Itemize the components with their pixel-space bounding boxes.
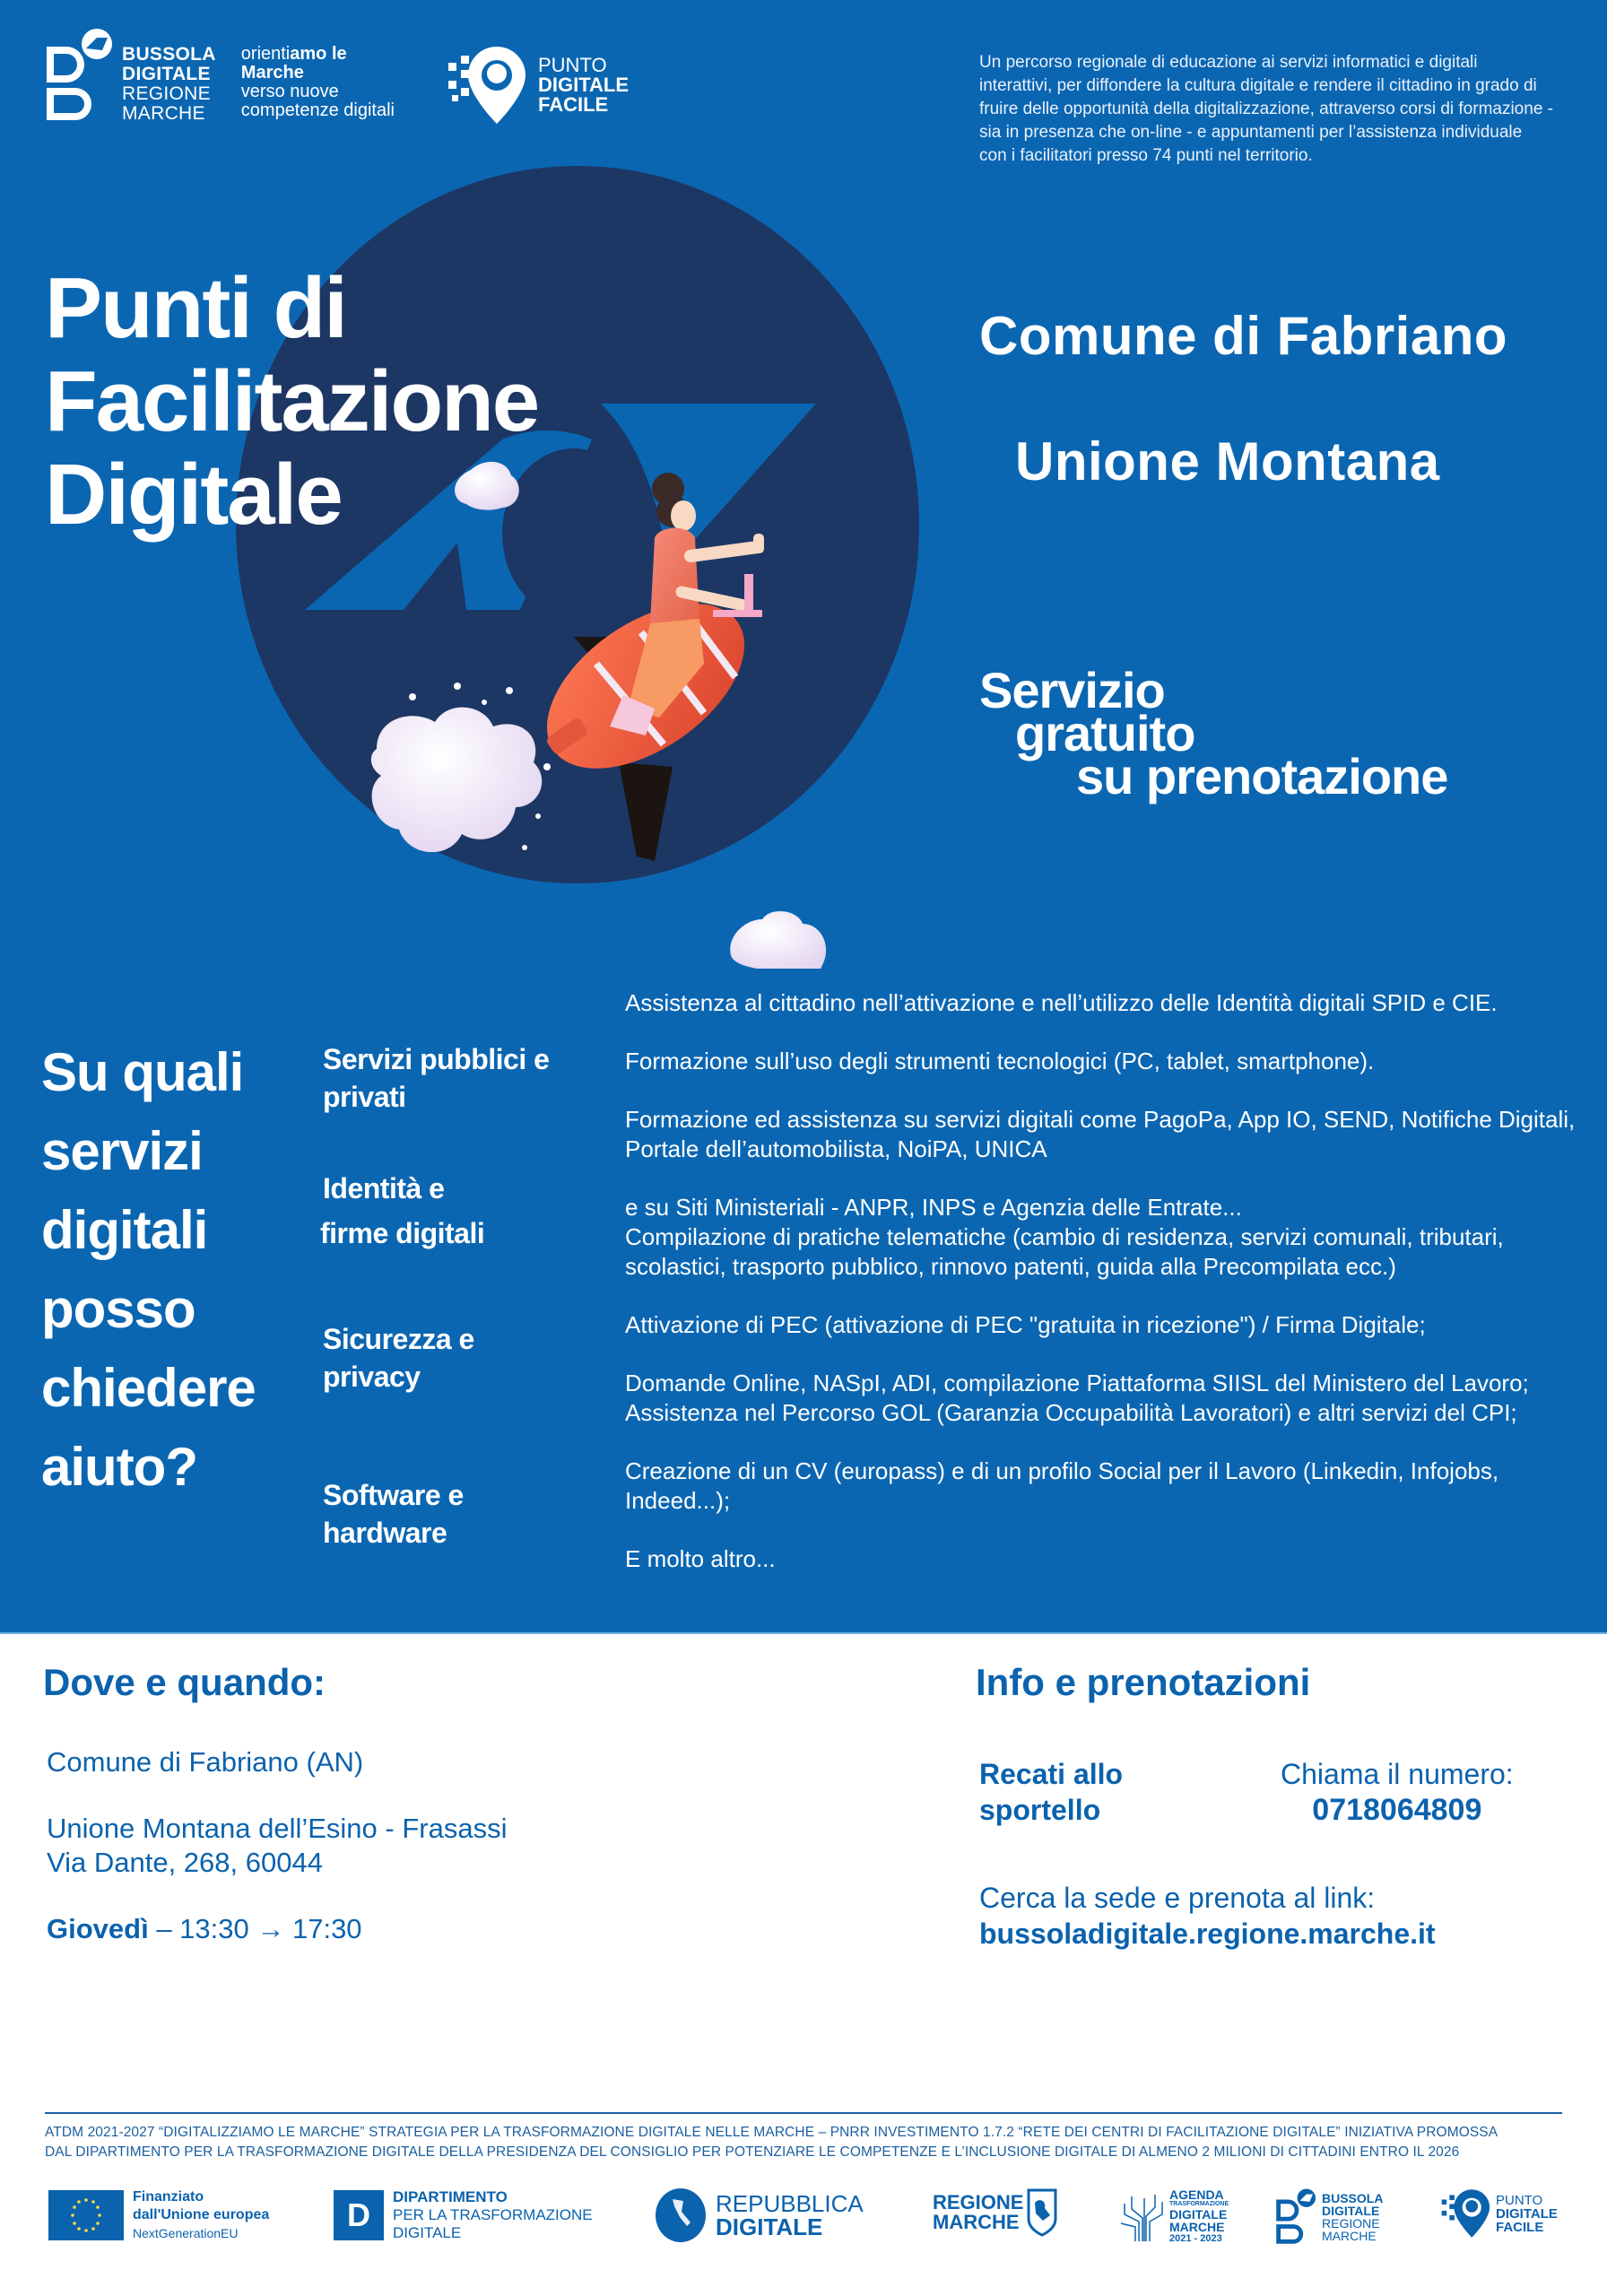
- title-line: Punti di: [45, 260, 346, 356]
- service-item: Domande Online, NASpI, ADI, compilazione Piattaforma SIISL del Ministero del Lavoro;: [625, 1370, 1529, 1396]
- punto-logo-line3: FACILE: [538, 93, 609, 116]
- where-when-details: [47, 1745, 507, 1946]
- dip-line: DIGITALE: [393, 2224, 462, 2241]
- question-line: chiedere: [41, 1358, 256, 1418]
- service-item: Compilazione di pratiche telematiche (cambio di residenza, servizi comunali, tributari, scolastici, trasporto pubblico, rinnovo patenti, guida alla Precompilata ecc.): [625, 1223, 1504, 1280]
- partner-logos: [45, 2188, 1569, 2251]
- tagline-line4: competenze digitali: [240, 100, 395, 120]
- booking-block: [979, 1880, 1436, 1952]
- category-software-hardware: [323, 1476, 464, 1552]
- agenda-line: TRASFORMAZIONE: [1169, 2201, 1229, 2207]
- category-line: privacy: [323, 1361, 421, 1393]
- service-item: Assistenza nel Percorso GOL (Garanzia Occupabilità Lavoratori) e altri servizi del CPI;: [625, 1399, 1517, 1426]
- service-item: Assistenza al cittadino nell’attivazione e nell’utilizzo delle Identità digitali SPID e CIE.: [625, 989, 1498, 1016]
- bussola-digitale-logo: [45, 29, 395, 124]
- agenda-line: DIGITALE: [1169, 2207, 1228, 2222]
- dipartimento-logo: [334, 2188, 593, 2242]
- service-item: Attivazione di PEC (attivazione di PEC "gratuita in ricezione") / Firma Digitale;: [625, 1311, 1426, 1338]
- category-line: Sicurezza e: [323, 1323, 474, 1355]
- servizio-line: Servizio: [979, 662, 1165, 718]
- category-line: privati: [323, 1081, 406, 1113]
- service-item: Creazione di un CV (europass) e di un profilo Social per il Lavoro (Linkedin, Infojobs, Indeed...);: [625, 1457, 1499, 1514]
- category-line: firme digitali: [320, 1217, 485, 1249]
- recati-line: Recati allo: [979, 1758, 1124, 1790]
- eu-line: dall'Unione europea: [133, 2207, 270, 2222]
- punto-logo-line1: PUNTO: [538, 54, 607, 76]
- call-block: [1281, 1756, 1514, 1828]
- eu-line: NextGenerationEU: [133, 2226, 239, 2240]
- tagline: [241, 45, 395, 120]
- eu-flag-icon: [48, 2190, 124, 2240]
- unione-heading: Unione Montana: [1015, 431, 1440, 491]
- bussola-digitale-small-logo: [1275, 2188, 1383, 2246]
- bussola-small-line: DIGITALE: [1322, 2204, 1380, 2218]
- dipartimento-d-icon: D: [334, 2190, 384, 2240]
- footer-note-line: ATDM 2021-2027 “DIGITALIZZIAMO LE MARCHE” STRATEGIA PER LA TRASFORMAZIONE DIGITALE NELLE MARCHE – PNRR INVESTIMENTO 1.7.2 “RETE DEI CENTRI DI FACILITAZIONE DIGITALE” INIZIATIVA PROMOSSA: [45, 2125, 1498, 2140]
- bussola-small-line: REGIONE: [1322, 2216, 1380, 2231]
- service-item: Formazione ed assistenza su servizi digitali come PagoPa, App IO, SEND, Notifiche Digitali, Portale dell’automobilista, NoiPA, UNICA: [625, 1106, 1576, 1162]
- punto-digitale-facile-small-logo: [1440, 2188, 1558, 2239]
- map-pin-icon: [447, 45, 529, 126]
- category-security-privacy: [323, 1320, 474, 1396]
- services-question-heading: [41, 1033, 256, 1507]
- eu-funding-logo: [48, 2188, 269, 2242]
- bussola-logo-line4: MARCHE: [122, 103, 205, 124]
- location-comune: Comune di Fabriano (AN): [47, 1746, 364, 1778]
- category-public-private-services: [323, 1040, 549, 1116]
- title-line: Facilitazione: [45, 353, 539, 449]
- footer-note: [45, 2123, 1569, 2162]
- footer-divider: [45, 2112, 1562, 2114]
- dip-line: PER LA TRASFORMAZIONE: [393, 2206, 593, 2223]
- punto-digitale-facile-logo: [447, 45, 629, 126]
- services-list: [625, 988, 1603, 1603]
- bd-logo-icon: [45, 29, 117, 123]
- agenda-line: MARCHE: [1169, 2220, 1225, 2234]
- circuit-tree-icon: [1119, 2191, 1166, 2241]
- tagline-line3: verso nuove: [240, 82, 339, 101]
- italy-map-icon: [655, 2188, 707, 2242]
- recati-line: sportello: [979, 1794, 1101, 1826]
- tagline-line2: Marche: [240, 63, 304, 83]
- regione-marche-logo: [933, 2188, 1057, 2237]
- punto-small-line: PUNTO: [1496, 2192, 1543, 2208]
- regione-line: MARCHE: [933, 2211, 1020, 2233]
- comune-heading: Comune di Fabriano: [979, 306, 1508, 366]
- location-unione: Unione Montana dell’Esino - Frasassi: [47, 1813, 508, 1844]
- service-item: Formazione sull’uso degli strumenti tecnologici (PC, tablet, smartphone).: [625, 1048, 1375, 1074]
- agenda-digitale-marche-logo: [1119, 2188, 1229, 2244]
- category-line: hardware: [323, 1517, 447, 1549]
- punto-small-line: DIGITALE: [1496, 2205, 1558, 2222]
- tagline-bold: amo le: [290, 44, 347, 64]
- call-label: Chiama il numero:: [1281, 1758, 1514, 1790]
- question-line: servizi: [41, 1121, 203, 1181]
- rocket-illustration-icon: [350, 448, 852, 969]
- bussola-logo-line3: REGIONE: [122, 83, 211, 104]
- category-line: Software e: [323, 1479, 464, 1511]
- repubblica-digitale-logo: [655, 2188, 864, 2242]
- schedule-time: – 13:30 → 17:30: [148, 1913, 362, 1944]
- intro-paragraph: Un percorso regionale di educazione ai servizi informatici e digitali interattivi, per diffondere la cultura digitale e rendere il cittadino in grado di fruire delle opportunità della digitalizzazione, attraverso corsi di formazione - sia in presenza che on-line - e appuntamenti per l’assistenza individuale con i facilitatori presso 74 punti nel territorio.: [979, 53, 1553, 165]
- free-service-badge: [979, 662, 1448, 804]
- visit-desk-text: [979, 1756, 1123, 1828]
- booking-label: Cerca la sede e prenota al link:: [979, 1882, 1376, 1914]
- bussola-logo-line1: BUSSOLA: [122, 44, 216, 65]
- question-line: Su quali: [41, 1042, 244, 1102]
- schedule: [47, 1912, 507, 1946]
- question-line: digitali: [41, 1200, 208, 1260]
- service-item: e su Siti Ministeriali - ANPR, INPS e Agenzia delle Entrate...: [625, 1194, 1242, 1221]
- phone-number-link[interactable]: 0718064809: [1312, 1793, 1482, 1827]
- question-line: aiuto?: [41, 1437, 197, 1497]
- map-pin-small-icon: [1440, 2188, 1492, 2239]
- footer-note-line: DAL DIPARTIMENTO PER LA TRASFORMAZIONE DIGITALE DELLA PRESIDENZA DEL CONSIGLIO PER POTENZIARE LE COMPETENZE E L’INCLUSIONE DIGITALE DI ALMENO 2 MILIONI DI CITTADINI ENTRO IL 2026: [45, 2144, 1460, 2160]
- bussola-small-line: MARCHE: [1322, 2229, 1377, 2243]
- bussola-logo-line2: DIGITALE: [122, 64, 211, 84]
- regione-line: REGIONE: [933, 2191, 1024, 2213]
- title-line: Digitale: [45, 447, 342, 543]
- bd-logo-small-icon: [1275, 2188, 1318, 2246]
- category-identity-signature: [320, 1170, 485, 1252]
- bussola-small-line: BUSSOLA: [1322, 2191, 1384, 2205]
- category-line: Identità e: [323, 1172, 445, 1205]
- booking-link[interactable]: bussoladigitale.regione.marche.it: [979, 1918, 1436, 1950]
- repubblica-line: DIGITALE: [716, 2213, 823, 2240]
- regione-shield-icon: [1027, 2188, 1057, 2237]
- repubblica-line: REPUBBLICA: [716, 2190, 864, 2217]
- tagline-light: orienti: [240, 44, 291, 64]
- eu-line: Finanziato: [133, 2189, 204, 2205]
- where-when-heading: Dove e quando:: [43, 1661, 326, 1703]
- dip-line: DIPARTIMENTO: [393, 2188, 508, 2205]
- location-address: Via Dante, 268, 60044: [47, 1847, 323, 1878]
- service-item: E molto altro...: [625, 1545, 776, 1572]
- servizio-line: su prenotazione: [1076, 748, 1448, 804]
- agenda-line: AGENDA: [1169, 2187, 1224, 2202]
- info-heading: Info e prenotazioni: [976, 1661, 1311, 1703]
- agenda-line: 2021 - 2023: [1169, 2233, 1222, 2244]
- servizio-line: gratuito: [1015, 705, 1195, 761]
- punto-logo-line2: DIGITALE: [538, 74, 630, 96]
- question-line: posso: [41, 1279, 195, 1339]
- punto-small-line: FACILE: [1496, 2219, 1544, 2235]
- schedule-day: Giovedì: [47, 1913, 149, 1944]
- category-line: Servizi pubblici e: [323, 1043, 550, 1075]
